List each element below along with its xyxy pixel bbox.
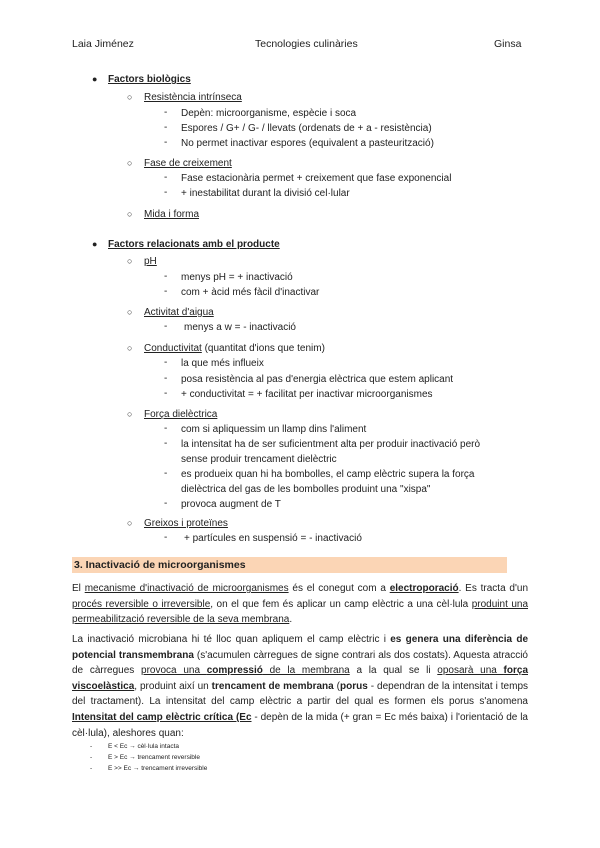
list-item: Fase estacionària permet + creixement que fase exponencial: [181, 173, 452, 184]
condition-item: E < Ec → cèl·lula intacta: [108, 743, 179, 750]
circle-bullet-icon: ○: [127, 209, 133, 219]
list-item: provoca augment de T: [181, 499, 281, 510]
list-item: No permet inactivar espores (equivalent a pasteurització): [181, 138, 434, 149]
condition-item: E >> Ec → trencament irreversible: [108, 765, 208, 772]
list-item: sense produir trencament dielèctric: [181, 454, 337, 465]
dash-icon: -: [164, 438, 168, 449]
list-item: + inestabilitat durant la divisió cel·lular: [181, 188, 350, 199]
header-subject: Tecnologies culinàries: [255, 38, 358, 50]
subheading-water-activity: Activitat d'aigua: [144, 307, 214, 318]
list-item: menys pH = + inactivació: [181, 272, 293, 283]
dash-icon: -: [164, 468, 168, 479]
list-item: posa resistència al pas d'energia elèctrica que estem aplicant: [181, 374, 454, 385]
heading-product: Factors relacionats amb el producte: [108, 239, 280, 250]
circle-bullet-icon: ○: [127, 343, 133, 353]
subheading-conductivity: [144, 342, 325, 355]
list-item: + conductivitat = + facilitat per inactivar microorganismes: [181, 389, 433, 400]
conductivity-label: Conductivitat: [144, 343, 202, 354]
dash-icon: -: [164, 373, 168, 384]
dash-icon: -: [90, 765, 93, 772]
subheading-resistance: Resistència intrínseca: [144, 92, 242, 103]
dash-icon: -: [164, 423, 168, 434]
circle-bullet-icon: ○: [127, 307, 133, 317]
subheading-ph: pH: [144, 256, 157, 267]
list-item: Espores / G+ / G- / llevats (ordenats de + a - resistència): [181, 123, 432, 134]
header-tag: Ginsa: [494, 38, 522, 50]
list-item: com si apliquessim un llamp dins l'aliment: [181, 424, 367, 435]
circle-bullet-icon: ○: [127, 518, 133, 528]
dash-icon: -: [164, 107, 168, 118]
circle-bullet-icon: ○: [127, 256, 133, 266]
paragraph-electroporation: El mecanisme d'inactivació de microorganismes és el conegut com a electroporació. Es tracta d'un procés reversible o irreversible, on el que fem és aplicar un camp elèctric a una cèl·lula produint una permeabilització reversible de la seva membrana.: [72, 583, 529, 626]
subheading-dielectric: Força dielèctrica: [144, 409, 218, 420]
section-heading: [72, 557, 507, 573]
condition-item: E > Ec → trencament reversible: [108, 754, 200, 761]
heading-biologics: Factors biològics: [108, 74, 191, 85]
section-title: 3. Inactivació de microorganismes: [74, 559, 246, 571]
list-item: menys a w = - inactivació: [184, 322, 296, 333]
dash-icon: -: [164, 271, 168, 282]
dash-icon: -: [164, 357, 168, 368]
dash-icon: -: [164, 388, 168, 399]
list-item: com + àcid més fàcil d'inactivar: [181, 287, 320, 298]
subheading-fats: Greixos i proteïnes: [144, 518, 228, 529]
dash-icon: -: [164, 532, 168, 543]
dash-icon: -: [164, 172, 168, 183]
list-item: la que més influeix: [181, 358, 264, 369]
list-item: Depèn: microorganisme, espècie i soca: [181, 108, 357, 119]
bullet-icon: ●: [92, 239, 98, 249]
dash-icon: -: [90, 754, 93, 761]
conductivity-note: (quantitat d'ions que tenim): [201, 343, 325, 354]
dash-icon: -: [164, 122, 168, 133]
list-item: es produeix quan hi ha bombolles, el camp elèctric supera la força: [181, 469, 475, 480]
dash-icon: -: [164, 321, 168, 332]
list-item: dielèctrica del gas de les bombolles produint una "xispa": [181, 484, 431, 495]
list-item: la intensitat ha de ser suficientment alta per produir inactivació però: [181, 439, 481, 450]
paragraph-inactivation: La inactivació microbiana hi té lloc quan apliquem el camp elèctric i es genera una diferència de potencial transmembrana (s'acumulen càrregues de signe contrari als dos costats). Aquesta atracció de càrregues provoca una compressió de la membrana a la qual se li oposarà una força viscoelàstica, produint així un trencament de membrana (porus - dependran de la intensitat i temps del tractament). La intensitat del camp elèctric a partir del qual es formen els porus s'anomena Intensitat del camp elèctric crítica (Ec - depèn de la mida (+ gran = Ec més baixa) i l'orientació de la cèl·lula), aleshores quan:: [72, 634, 529, 739]
dash-icon: -: [164, 187, 168, 198]
dash-icon: -: [164, 498, 168, 509]
header-author: Laia Jiménez: [72, 38, 134, 50]
circle-bullet-icon: ○: [127, 92, 133, 102]
subheading-size: Mida i forma: [144, 209, 200, 220]
list-item: + partícules en suspensió = - inactivació: [184, 533, 362, 544]
bullet-icon: ●: [92, 74, 98, 84]
circle-bullet-icon: ○: [127, 158, 133, 168]
circle-bullet-icon: ○: [127, 409, 133, 419]
dash-icon: -: [164, 286, 168, 297]
dash-icon: -: [90, 743, 93, 750]
dash-icon: -: [164, 137, 168, 148]
subheading-growth: Fase de creixement: [144, 158, 232, 169]
